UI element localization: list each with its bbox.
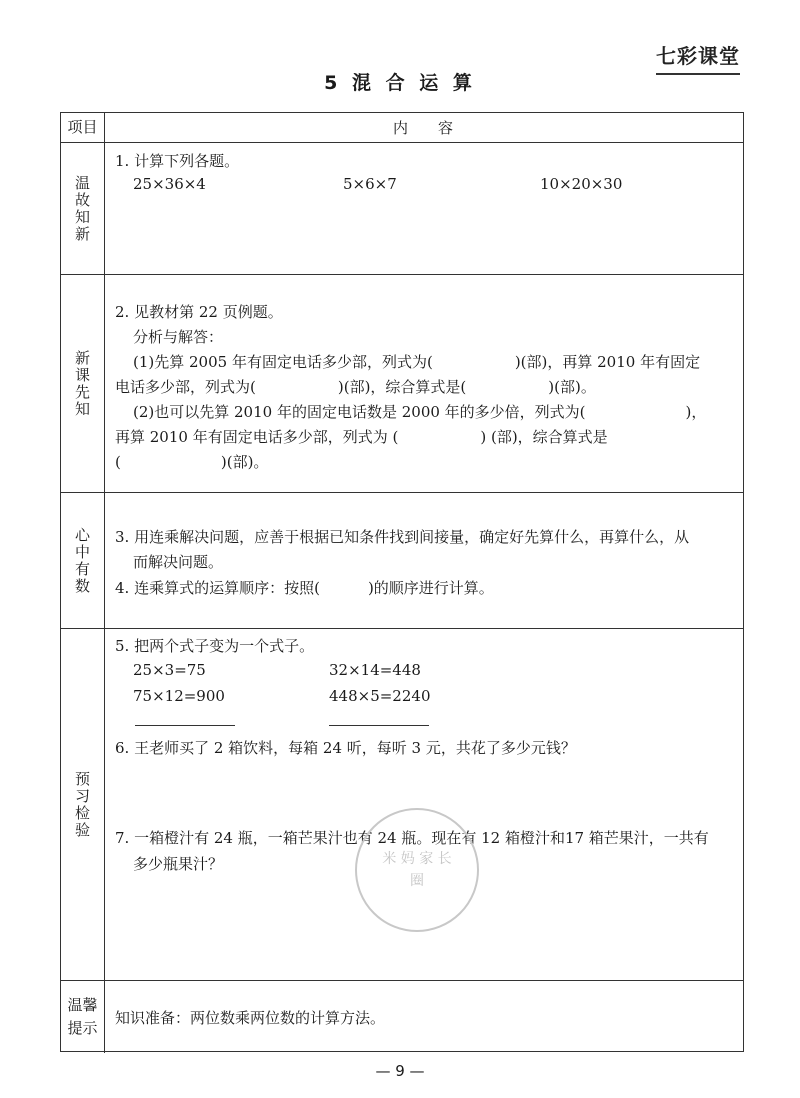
part-1-text-d: )(部)，综合算式是(: [337, 378, 467, 396]
section-warmup-label-cell: [61, 143, 105, 274]
question-2: 2. 见教材第 22 页例题。: [115, 303, 283, 321]
section-newlesson-label-cell: [61, 275, 105, 492]
question-3-line-2: 而解决问题。: [133, 553, 224, 571]
section-preview-label-cell: [61, 629, 105, 980]
equation-3: 75×12=900: [133, 687, 225, 705]
part-2-line-2: [115, 426, 608, 447]
part-2-line-1: [133, 401, 706, 422]
header-project-label: 项目: [67, 118, 98, 136]
section-newlesson-label: 新课先知: [73, 349, 91, 418]
page-title: 5 混 合 运 算: [324, 72, 476, 94]
question-4: [115, 577, 494, 598]
part-1-text-c: 电话多少部，列式为(: [115, 378, 256, 396]
equation-2: 32×14=448: [329, 661, 421, 679]
answer-line-2[interactable]: [329, 725, 429, 726]
part-1-line-1: [133, 351, 700, 372]
equation-4: 448×5=2240: [329, 687, 431, 705]
expression-3: 10×20×30: [540, 175, 623, 193]
question-5: 5. 把两个式子变为一个式子。: [115, 637, 315, 655]
section-tips-label: 温馨提示: [67, 996, 98, 1037]
expression-2: 5×6×7: [343, 175, 397, 193]
section-tips-label-cell: [61, 981, 105, 1053]
tips-text: 知识准备：两位数乘两位数的计算方法。: [115, 1008, 386, 1027]
part-2-text-a: (2)也可以先算 2010 年的固定电话数是 2000 年的多少倍，列式为(: [133, 403, 586, 421]
part-2-text-f: )(部)。: [220, 453, 269, 471]
section-newlesson-content: [115, 275, 731, 492]
header-project: [61, 113, 105, 142]
section-newlesson: [61, 275, 743, 493]
question-4-text-a: 4. 连乘算式的运算顺序：按照(: [115, 579, 320, 597]
part-1-text-b: )(部)，再算 2010 年有固定: [514, 353, 701, 371]
question-3-line-1: 3. 用连乘解决问题，应善于根据已知条件找到间接量，确定好先算什么，再算什么，从: [115, 528, 690, 546]
section-tips-content: [115, 981, 731, 1053]
part-2-text-b: )，: [685, 403, 707, 421]
section-tips: [61, 981, 743, 1053]
header-content: [115, 113, 731, 142]
analysis-label: 分析与解答：: [133, 328, 224, 346]
question-6: 6. 王老师买了 2 箱饮料，每箱 24 听，每听 3 元，共花了多少元钱？: [115, 739, 576, 757]
question-7-line-1: 7. 一箱橙汁有 24 瓶，一箱芒果汁也有 24 瓶。现在有 12 箱橙汁和17 箱芒果汁，一共有: [115, 829, 709, 847]
part-1-text-a: (1)先算 2005 年有固定电话多少部，列式为(: [133, 353, 433, 371]
question-4-text-b: )的顺序进行计算。: [367, 579, 494, 597]
part-2-text-d: ) (部)，综合算式是: [480, 428, 608, 446]
section-mind-label-cell: [61, 493, 105, 628]
section-warmup-label: 温故知新: [73, 174, 91, 243]
section-warmup: [61, 143, 743, 275]
watermark-stamp: [355, 808, 479, 932]
brand-logo: 七彩课堂: [656, 40, 740, 75]
section-warmup-content: [115, 143, 731, 274]
question-1: 1. 计算下列各题。: [115, 152, 240, 170]
part-2-text-c: 再算 2010 年有固定电话多少部，列式为 (: [115, 428, 399, 446]
question-7-line-2: 多少瓶果汁？: [133, 855, 224, 873]
section-mind-label: 心中有数: [73, 526, 91, 595]
page-number: — 9 —: [375, 1062, 425, 1080]
header-content-label: 内 容: [392, 119, 453, 137]
section-preview-label: 预习检验: [73, 770, 91, 839]
part-1-text-e: )(部)。: [548, 378, 596, 396]
section-mind: [61, 493, 743, 629]
answer-line-1[interactable]: [135, 725, 235, 726]
watermark-stamp-text: 米 妈 家 长 圈: [382, 851, 452, 889]
part-2-line-3: [115, 451, 268, 472]
section-mind-content: [115, 493, 731, 628]
part-1-line-2: [115, 376, 596, 397]
expression-1: 25×36×4: [133, 175, 206, 193]
equation-1: 25×3=75: [133, 661, 206, 679]
part-2-text-e: (: [115, 453, 121, 471]
table-header-row: [61, 113, 743, 143]
